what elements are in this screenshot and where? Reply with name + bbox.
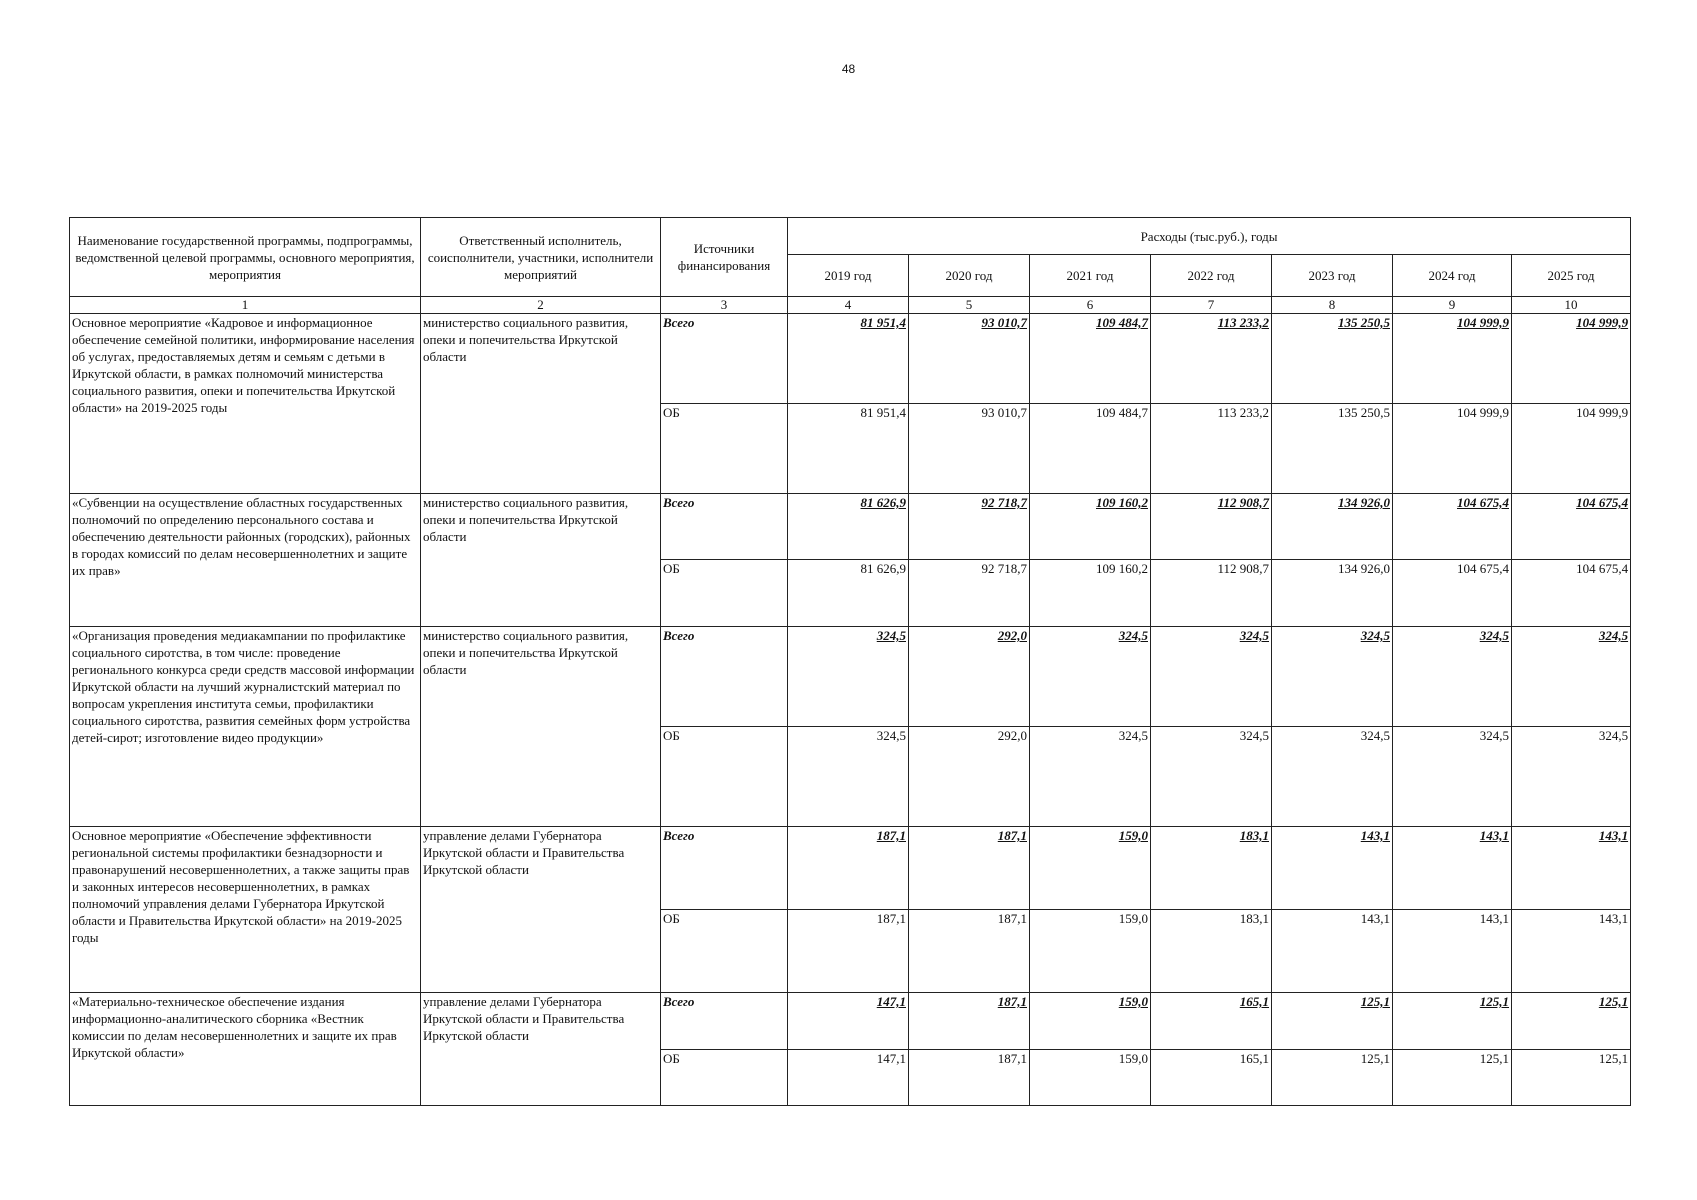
header-year: 2024 год xyxy=(1393,255,1512,297)
total-value: 143,1 xyxy=(1393,827,1512,910)
column-number: 8 xyxy=(1272,297,1393,314)
total-value: 81 951,4 xyxy=(788,314,909,404)
ob-value: 104 675,4 xyxy=(1393,560,1512,627)
ob-value: 109 160,2 xyxy=(1030,560,1151,627)
executor: управление делами Губернатора Иркутской области и Правительства Иркутской области xyxy=(421,993,661,1106)
ob-value: 135 250,5 xyxy=(1272,404,1393,494)
header-name: Наименование государственной программы, подпрограммы, ведомственной целевой программы, основного мероприятия, мероприятия xyxy=(70,218,421,297)
total-value: 147,1 xyxy=(788,993,909,1050)
total-value: 109 160,2 xyxy=(1030,494,1151,560)
ob-value: 104 999,9 xyxy=(1393,404,1512,494)
header-year: 2025 год xyxy=(1512,255,1631,297)
ob-value: 125,1 xyxy=(1272,1050,1393,1106)
total-value: 125,1 xyxy=(1272,993,1393,1050)
column-numbers-row xyxy=(70,297,1631,314)
ob-value: 125,1 xyxy=(1512,1050,1631,1106)
column-number: 10 xyxy=(1512,297,1631,314)
executor: министерство социального развития, опеки и попечительства Иркутской области xyxy=(421,314,661,494)
total-value: 187,1 xyxy=(909,993,1030,1050)
ob-value: 109 484,7 xyxy=(1030,404,1151,494)
source-total: Всего xyxy=(661,494,788,560)
source-total: Всего xyxy=(661,993,788,1050)
source-ob: ОБ xyxy=(661,404,788,494)
ob-value: 113 233,2 xyxy=(1151,404,1272,494)
total-value: 324,5 xyxy=(788,627,909,727)
header-source: Источники финансирования xyxy=(661,218,788,297)
total-value: 113 233,2 xyxy=(1151,314,1272,404)
measure-name: Основное мероприятие «Кадровое и информационное обеспечение семейной политики, информирование населения об услугах, предоставляемых детям и семьям с детьми в Иркутской области, в рамках полномочий министерства социального развития, опеки и попечительства Иркутской области» на 2019-2025 годы xyxy=(70,314,421,494)
header-expenses: Расходы (тыс.руб.), годы xyxy=(788,218,1631,255)
column-number: 9 xyxy=(1393,297,1512,314)
source-ob: ОБ xyxy=(661,1050,788,1106)
budget-table xyxy=(69,217,1631,1106)
ob-value: 324,5 xyxy=(788,727,909,827)
total-value: 183,1 xyxy=(1151,827,1272,910)
measure-name: «Материально-техническое обеспечение издания информационно-аналитического сборника «Вестник комиссии по делам несовершеннолетних и защите их прав Иркутской области» xyxy=(70,993,421,1106)
total-value: 324,5 xyxy=(1272,627,1393,727)
total-value: 104 999,9 xyxy=(1512,314,1631,404)
ob-value: 165,1 xyxy=(1151,1050,1272,1106)
total-value: 324,5 xyxy=(1151,627,1272,727)
ob-value: 324,5 xyxy=(1512,727,1631,827)
page-number: 48 xyxy=(841,62,856,76)
total-value: 134 926,0 xyxy=(1272,494,1393,560)
total-value: 143,1 xyxy=(1272,827,1393,910)
measure-name: «Субвенции на осуществление областных государственных полномочий по определению персонального состава и обеспечению деятельности районных (городских), районных в городах комиссий по делам несовершеннолетних и защите их прав» xyxy=(70,494,421,627)
total-value: 104 675,4 xyxy=(1512,494,1631,560)
total-value: 109 484,7 xyxy=(1030,314,1151,404)
total-value: 125,1 xyxy=(1512,993,1631,1050)
executor: министерство социального развития, опеки и попечительства Иркутской области xyxy=(421,627,661,827)
source-total: Всего xyxy=(661,314,788,404)
total-value: 92 718,7 xyxy=(909,494,1030,560)
source-ob: ОБ xyxy=(661,727,788,827)
column-number: 5 xyxy=(909,297,1030,314)
header-year: 2019 год xyxy=(788,255,909,297)
total-value: 324,5 xyxy=(1393,627,1512,727)
measure-name: Основное мероприятие «Обеспечение эффективности региональной системы профилактики безнадзорности и правонарушений несовершеннолетних, а также защиты прав и законных интересов несовершеннолетних, в рамках полномочий управления делами Губернатора Иркутской области и Правительства Иркутской области» на 2019-2025 годы xyxy=(70,827,421,993)
column-number: 7 xyxy=(1151,297,1272,314)
ob-value: 81 626,9 xyxy=(788,560,909,627)
ob-value: 93 010,7 xyxy=(909,404,1030,494)
ob-value: 324,5 xyxy=(1151,727,1272,827)
measure-name: «Организация проведения медиакампании по профилактике социального сиротства, в том числе: проведение регионального конкурса среди средств массовой информации Иркутской области на лучший журналистский материал по вопросам укрепления института семьи, профилактики социального сиротства, развития семейных форм устройства детей-сирот; изготовление видео продукции» xyxy=(70,627,421,827)
total-value: 165,1 xyxy=(1151,993,1272,1050)
table-row xyxy=(70,627,1631,727)
table-row xyxy=(70,494,1631,560)
ob-value: 159,0 xyxy=(1030,1050,1151,1106)
ob-value: 125,1 xyxy=(1393,1050,1512,1106)
total-value: 292,0 xyxy=(909,627,1030,727)
total-value: 187,1 xyxy=(909,827,1030,910)
ob-value: 324,5 xyxy=(1272,727,1393,827)
total-value: 159,0 xyxy=(1030,993,1151,1050)
ob-value: 187,1 xyxy=(909,1050,1030,1106)
ob-value: 143,1 xyxy=(1272,910,1393,993)
ob-value: 112 908,7 xyxy=(1151,560,1272,627)
ob-value: 147,1 xyxy=(788,1050,909,1106)
source-total: Всего xyxy=(661,827,788,910)
table-row xyxy=(70,314,1631,404)
executor: министерство социального развития, опеки и попечительства Иркутской области xyxy=(421,494,661,627)
total-value: 324,5 xyxy=(1030,627,1151,727)
table-row xyxy=(70,827,1631,910)
total-value: 125,1 xyxy=(1393,993,1512,1050)
total-value: 187,1 xyxy=(788,827,909,910)
header-executor: Ответственный исполнитель, соисполнители, участники, исполнители мероприятий xyxy=(421,218,661,297)
source-ob: ОБ xyxy=(661,560,788,627)
ob-value: 187,1 xyxy=(788,910,909,993)
ob-value: 143,1 xyxy=(1512,910,1631,993)
ob-value: 187,1 xyxy=(909,910,1030,993)
total-value: 112 908,7 xyxy=(1151,494,1272,560)
header-year: 2023 год xyxy=(1272,255,1393,297)
source-total: Всего xyxy=(661,627,788,727)
total-value: 159,0 xyxy=(1030,827,1151,910)
total-value: 93 010,7 xyxy=(909,314,1030,404)
ob-value: 159,0 xyxy=(1030,910,1151,993)
ob-value: 292,0 xyxy=(909,727,1030,827)
total-value: 135 250,5 xyxy=(1272,314,1393,404)
header-year: 2022 год xyxy=(1151,255,1272,297)
total-value: 143,1 xyxy=(1512,827,1631,910)
column-number: 4 xyxy=(788,297,909,314)
ob-value: 143,1 xyxy=(1393,910,1512,993)
header-year: 2020 год xyxy=(909,255,1030,297)
ob-value: 324,5 xyxy=(1393,727,1512,827)
total-value: 81 626,9 xyxy=(788,494,909,560)
ob-value: 92 718,7 xyxy=(909,560,1030,627)
source-ob: ОБ xyxy=(661,910,788,993)
ob-value: 104 675,4 xyxy=(1512,560,1631,627)
executor: управление делами Губернатора Иркутской области и Правительства Иркутской области xyxy=(421,827,661,993)
column-number: 2 xyxy=(421,297,661,314)
table-row xyxy=(70,993,1631,1050)
ob-value: 324,5 xyxy=(1030,727,1151,827)
total-value: 104 675,4 xyxy=(1393,494,1512,560)
column-number: 6 xyxy=(1030,297,1151,314)
ob-value: 134 926,0 xyxy=(1272,560,1393,627)
total-value: 324,5 xyxy=(1512,627,1631,727)
column-number: 1 xyxy=(70,297,421,314)
total-value: 104 999,9 xyxy=(1393,314,1512,404)
header-year: 2021 год xyxy=(1030,255,1151,297)
ob-value: 104 999,9 xyxy=(1512,404,1631,494)
ob-value: 183,1 xyxy=(1151,910,1272,993)
column-number: 3 xyxy=(661,297,788,314)
ob-value: 81 951,4 xyxy=(788,404,909,494)
